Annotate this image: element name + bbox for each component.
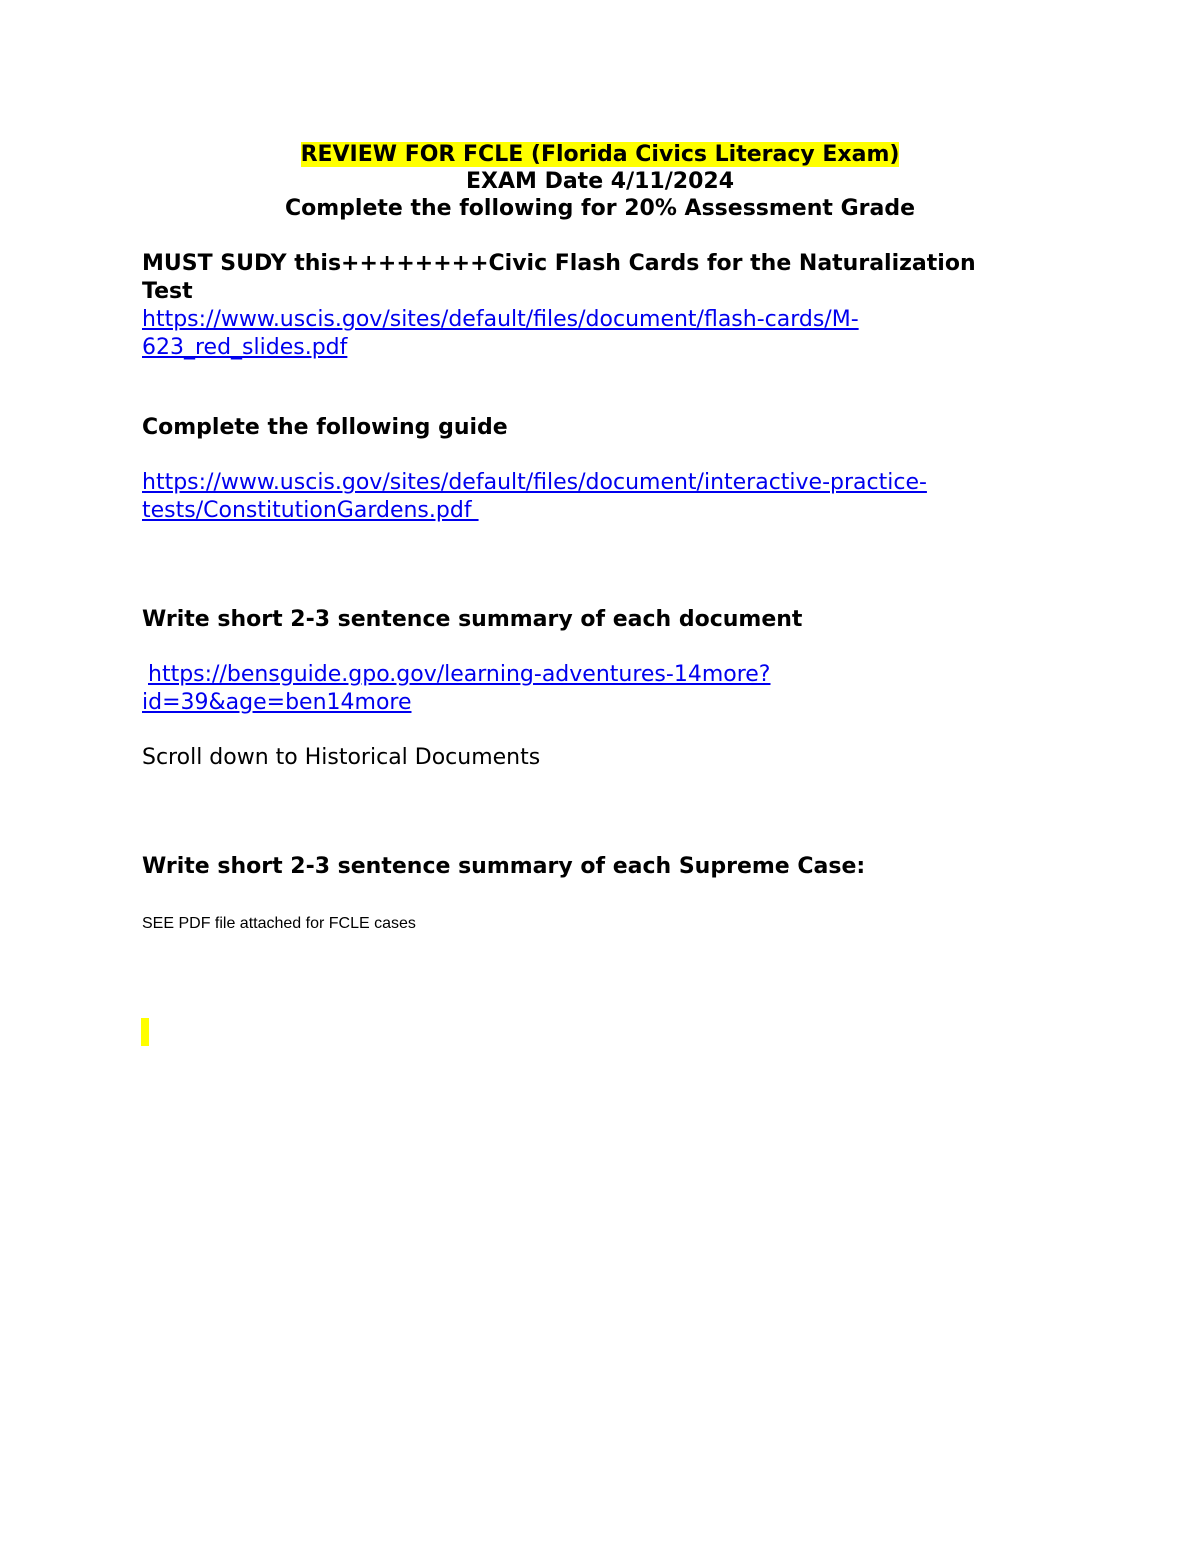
guide-link-wrap[interactable] [142,497,479,525]
bensguide-link[interactable] [148,661,771,689]
guide-heading: Complete the following guide [142,415,508,440]
flashcards-heading: MUST SUDY this++++++++Civic Flash Cards for the Naturalization [142,251,976,276]
exam-date: EXAM Date 4/11/2024 [466,169,734,194]
guide-link-line2[interactable]: tests/ConstitutionGardens.pdf [142,498,479,523]
highlight-mark [141,1018,149,1046]
title-line [0,141,1200,169]
guide-link-line1[interactable]: https://www.uscis.gov/sites/default/files/document/interactive-practice- [142,470,927,495]
guide-link[interactable] [142,469,927,497]
documents-heading: Write short 2-3 sentence summary of each document [142,607,803,632]
flashcards-link-line2[interactable]: 623_red_slides.pdf [142,335,348,360]
flashcards-link[interactable] [142,306,859,334]
cases-heading: Write short 2-3 sentence summary of each Supreme Case: [142,854,866,879]
flashcards-heading-continued: Test [142,279,193,304]
bensguide-link-line2[interactable]: id=39&age=ben14more [142,690,412,715]
cases-note: SEE PDF file attached for FCLE cases [142,915,416,932]
bensguide-link-wrap[interactable] [142,689,412,717]
documents-note: Scroll down to Historical Documents [142,745,541,770]
page-title: REVIEW FOR FCLE (Florida Civics Literacy Exam) [300,142,900,167]
assessment-instruction: Complete the following for 20% Assessment Grade [284,196,915,221]
flashcards-link-line1[interactable]: https://www.uscis.gov/sites/default/files/document/flash-cards/M- [142,307,859,332]
bensguide-link-line1[interactable]: https://bensguide.gpo.gov/learning-adventures-14more? [148,662,771,687]
flashcards-link-wrap[interactable] [142,334,347,362]
